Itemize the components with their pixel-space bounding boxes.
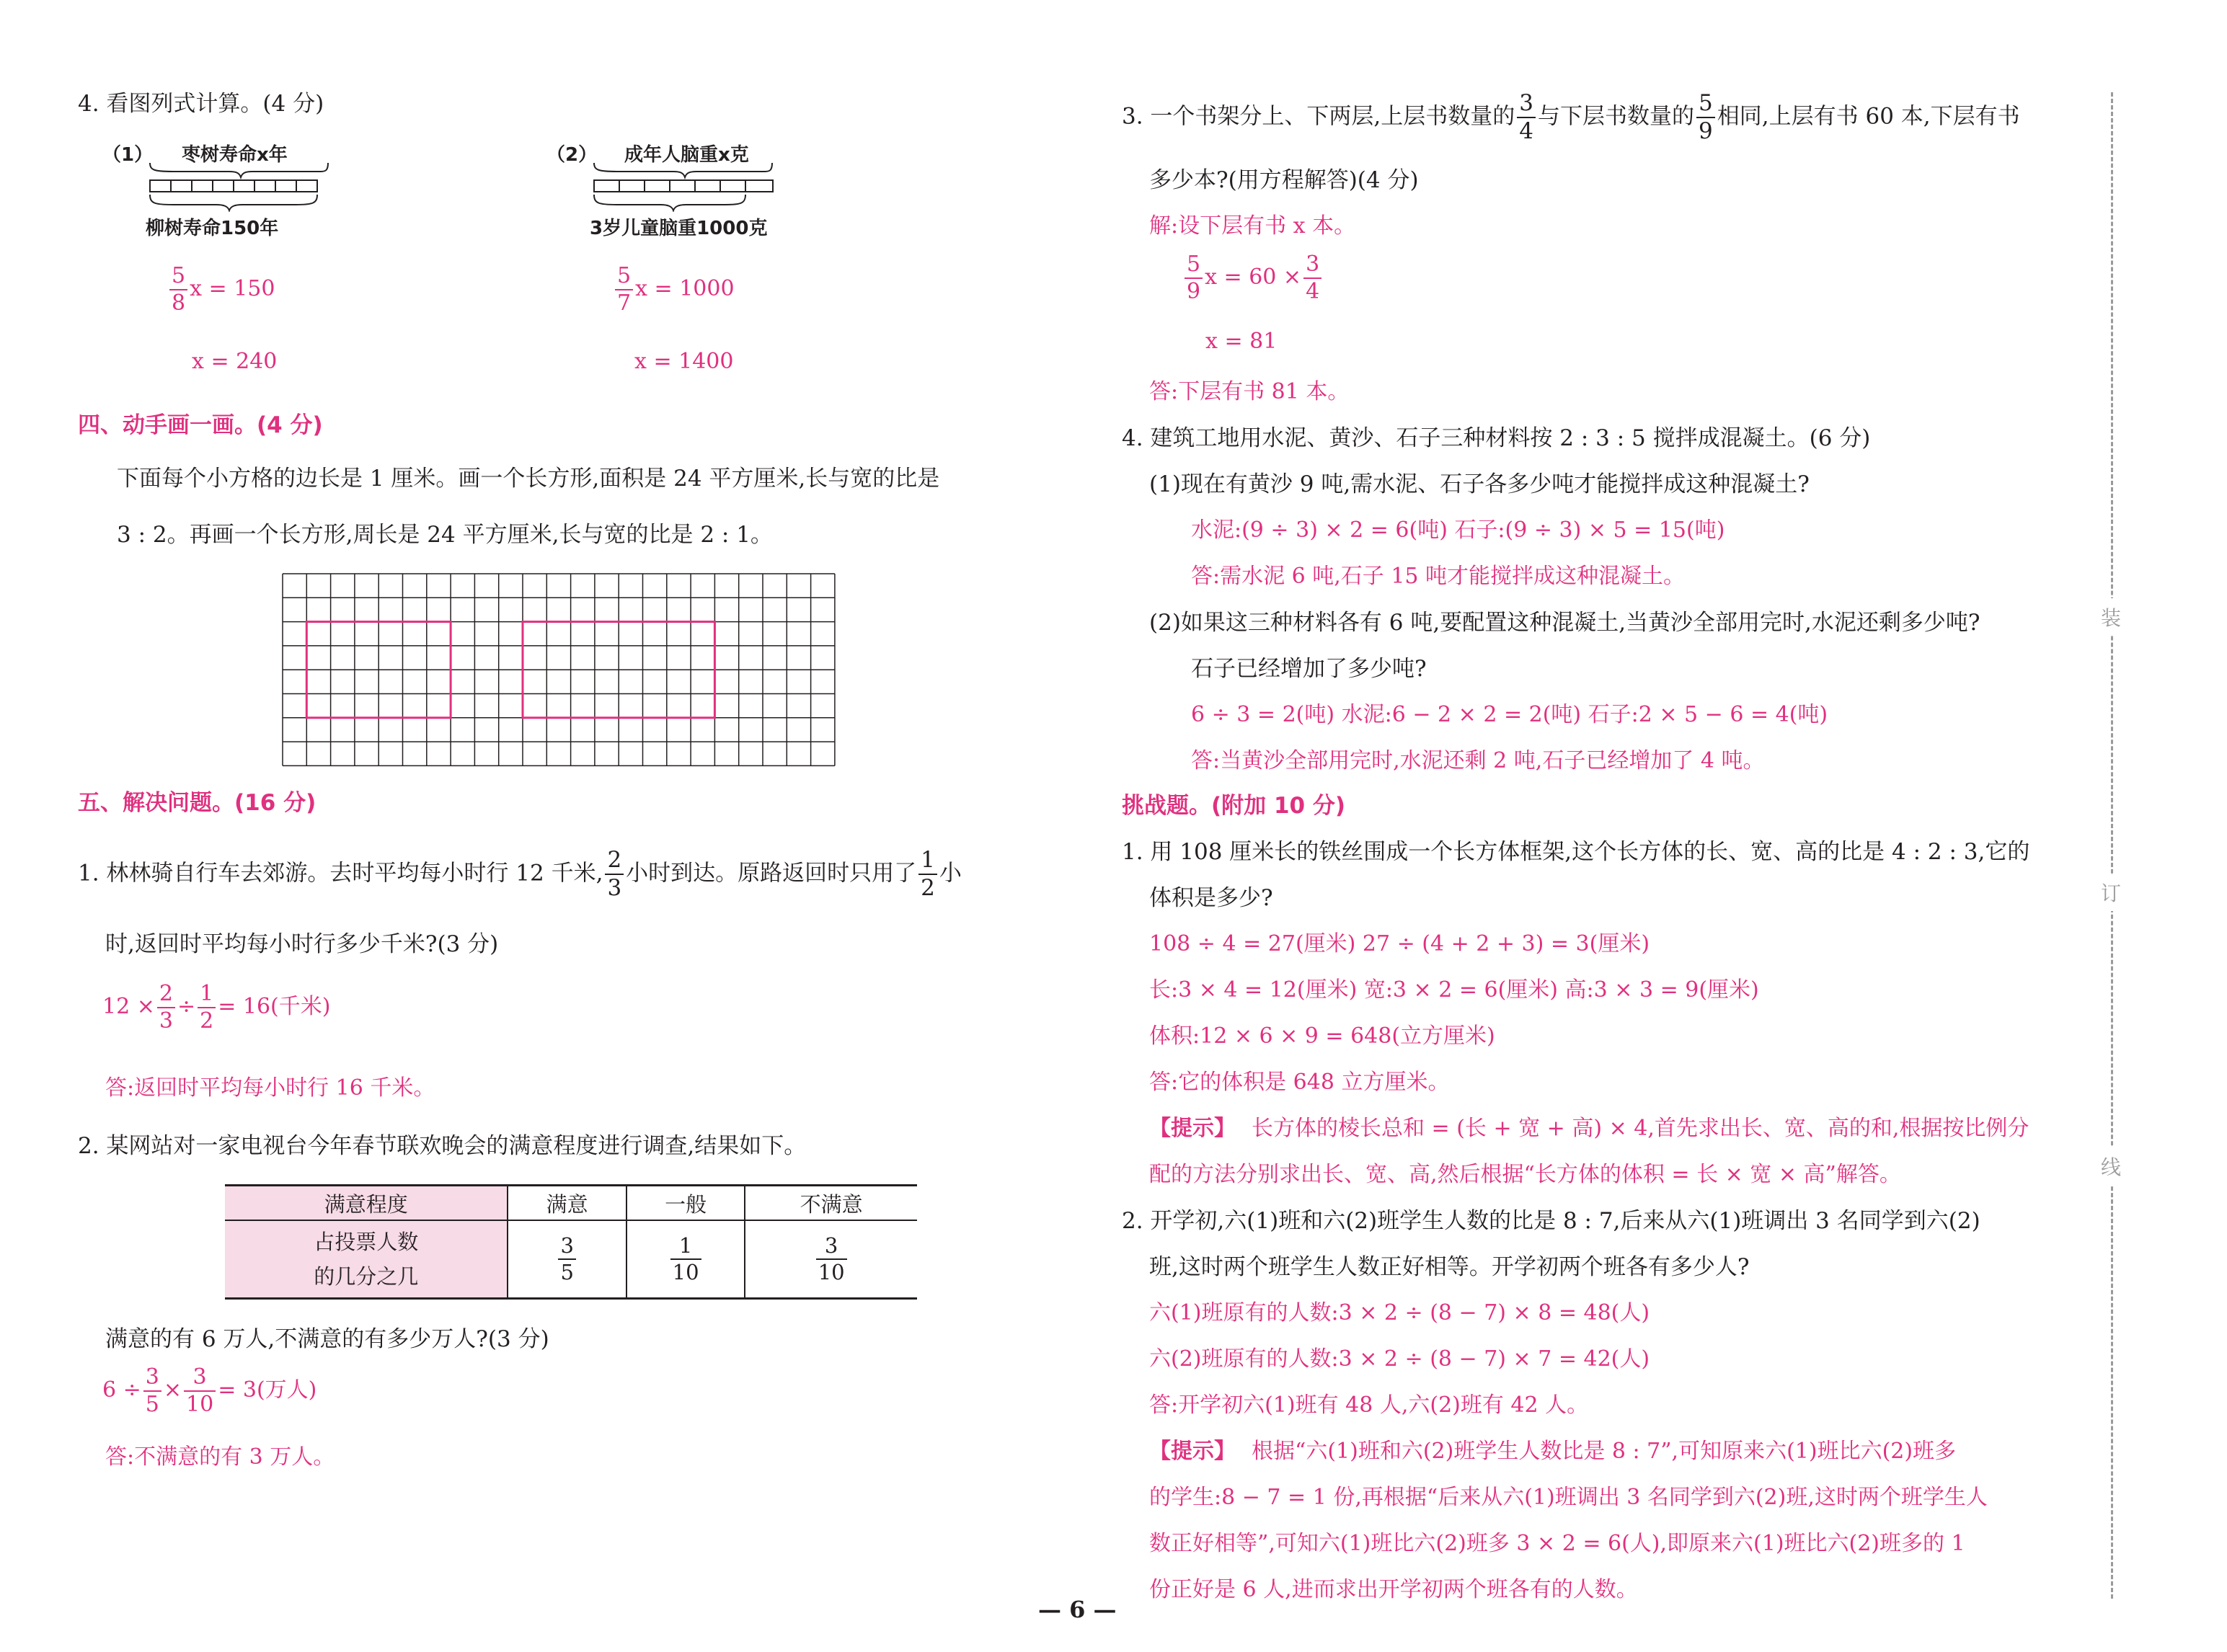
question-3-solution-setup: 解:设下层有书 x 本。	[1149, 213, 1356, 239]
challenge-heading: 挑战题。(附加 10 分)	[1122, 793, 1346, 819]
table-row	[225, 1220, 917, 1299]
challenge-2-solution-2: 六(2)班原有的人数:3 × 2 ÷ (8 − 7) × 7 = 42(人)	[1149, 1346, 1650, 1372]
diagram-1-equation-2: x = 240	[192, 349, 278, 374]
challenge-2-answer: 答:开学初六(1)班有 48 人,六(2)班有 42 人。	[1149, 1393, 1589, 1418]
diagram-1-top-label: 枣树寿命x年	[182, 144, 288, 166]
challenge-2-solution-1: 六(1)班原有的人数:3 × 2 ÷ (8 − 7) × 8 = 48(人)	[1149, 1300, 1650, 1325]
question-4-part-2-answer: 答:当黄沙全部用完时,水泥还剩 2 吨,石子已经增加了 4 吨。	[1191, 748, 1765, 773]
question-3-line-1: 3. 一个书架分上、下两层,上层书数量的 $\frac{3}{4}$ 与下层书数量的 $\frac{5}{9}$ 相同,上层有书 60 本,下层有书	[1122, 90, 2020, 144]
binding-char: 订	[2101, 874, 2121, 911]
section-4-text-line-2: 3 : 2。再画一个长方形,周长是 24 平方厘米,长与宽的比是 2 : 1。	[117, 522, 773, 548]
diagram-1-brace-bars	[144, 161, 339, 212]
question-3-equation-result: x = 81	[1205, 329, 1278, 354]
problem-2-solution: 6 ÷ $\frac{3}{5}$ × $\frac{3}{10}$ = 3(万人)	[102, 1364, 317, 1417]
problem-1-answer: 答:返回时平均每小时行 16 千米。	[105, 1075, 435, 1101]
satisfaction-table	[225, 1184, 917, 1300]
section-5-heading: 五、解决问题。(16 分)	[78, 790, 316, 816]
question-3-line-2: 多少本?(用方程解答)(4 分)	[1149, 167, 1419, 193]
table-header-row	[225, 1186, 917, 1221]
table-cell: $\frac{1}{10}$	[627, 1220, 745, 1299]
diagram-1-equation-1: $\frac{5}{8}$ x = 150	[167, 265, 275, 314]
question-4-title-right: 4. 建筑工地用水泥、黄沙、石子三种材料按 2 : 3 : 5 搅拌成混凝土。(6 分)	[1122, 425, 1871, 451]
section-4-text-line-1: 下面每个小方格的边长是 1 厘米。画一个长方形,面积是 24 平方厘米,长与宽的比是	[117, 466, 940, 492]
question-4-title: 4. 看图列式计算。(4 分)	[78, 91, 324, 117]
drawing-grid	[281, 572, 839, 767]
table-header-cell: 满意程度	[225, 1186, 508, 1221]
challenge-1-tip-line-2: 配的方法分别求出长、宽、高,然后根据“长方体的体积 = 长 × 宽 × 高”解答。	[1149, 1162, 1901, 1187]
challenge-2-tip-line-3: 数正好相等”,可知六(1)班比六(2)班多 3 × 2 = 6(人),即原来六(1)班比六(2)班多的 1	[1149, 1531, 1965, 1556]
challenge-2-tip-line-1: 【提示】 根据“六(1)班和六(2)班学生人数比是 8 : 7”,可知原来六(1)班比六(2)班多	[1149, 1439, 1957, 1464]
challenge-1-tip-line-1: 【提示】 长方体的棱长总和 = (长 + 宽 + 高) × 4,首先求出长、宽、高的和,根据按比例分	[1149, 1116, 2029, 1141]
challenge-2-line-1: 2. 开学初,六(1)班和六(2)班学生人数的比是 8 : 7,后来从六(1)班调出 3 名同学到六(2)	[1122, 1208, 1980, 1234]
question-4-part-2-line-2: 石子已经增加了多少吨?	[1191, 656, 1427, 682]
question-4-part-1: (1)现在有黄沙 9 吨,需水泥、石子各多少吨才能搅拌成这种混凝土?	[1149, 471, 1810, 497]
challenge-1-solution-3: 体积:12 × 6 × 9 = 648(立方厘米)	[1149, 1023, 1495, 1049]
question-4-part-1-answer: 答:需水泥 6 吨,石子 15 吨才能搅拌成这种混凝土。	[1191, 564, 1686, 589]
diagram-2-brace-bars	[588, 161, 783, 212]
challenge-1-line-2: 体积是多少?	[1149, 885, 1273, 911]
question-4-part-2-line-1: (2)如果这三种材料各有 6 吨,要配置这种混凝土,当黄沙全部用完时,水泥还剩多少吨?	[1149, 610, 1980, 636]
table-header-cell: 一般	[627, 1186, 745, 1221]
challenge-1-answer: 答:它的体积是 648 立方厘米。	[1149, 1070, 1450, 1095]
diagram-2-top-label: 成年人脑重x克	[624, 144, 749, 166]
challenge-2-tip-line-2: 的学生:8 − 7 = 1 份,再根据“后来从六(1)班调出 3 名同学到六(2)班,这时两个班学生人	[1149, 1485, 1988, 1510]
problem-1-solution: 12 × $\frac{2}{3}$ ÷ $\frac{1}{2}$ = 16(千米)	[102, 981, 331, 1034]
binding-char: 线	[2101, 1147, 2121, 1185]
table-header-cell: 不满意	[745, 1186, 917, 1221]
diagram-1-label: （1）	[102, 144, 154, 166]
binding-char: 装	[2101, 598, 2121, 636]
question-4-part-1-solution: 水泥:(9 ÷ 3) × 2 = 6(吨) 石子:(9 ÷ 3) × 5 = 15(吨)	[1191, 518, 1725, 543]
diagram-2-label: （2）	[546, 144, 598, 166]
diagram-2-equation-1: $\frac{5}{7}$ x = 1000	[613, 265, 735, 314]
challenge-2-line-2: 班,这时两个班学生人数正好相等。开学初两个班各有多少人?	[1149, 1254, 1750, 1280]
problem-2-title: 2. 某网站对一家电视台今年春节联欢晚会的满意程度进行调查,结果如下。	[78, 1133, 807, 1159]
challenge-1-line-1: 1. 用 108 厘米长的铁丝围成一个长方体框架,这个长方体的长、宽、高的比是 4 : 2 : 3,它的	[1122, 839, 2030, 865]
diagram-2-bottom-label: 3岁儿童脑重1000克	[590, 218, 768, 239]
problem-1-line-2: 时,返回时平均每小时行多少千米?(3 分)	[105, 931, 499, 957]
table-cell: $\frac{3}{5}$	[508, 1220, 626, 1299]
challenge-2-tip-line-4: 份正好是 6 人,进而求出开学初两个班各有的人数。	[1149, 1577, 1638, 1602]
table-header-cell: 满意	[508, 1186, 626, 1221]
question-4-part-2-solution: 6 ÷ 3 = 2(吨) 水泥:6 − 2 × 2 = 2(吨) 石子:2 × 5 − 6 = 4(吨)	[1191, 702, 1828, 727]
challenge-1-solution-2: 长:3 × 4 = 12(厘米) 宽:3 × 2 = 6(厘米) 高:3 × 3 = 9(厘米)	[1149, 977, 1759, 1003]
question-3-equation: $\frac{5}{9}$ x = 60 × $\frac{3}{4}$	[1182, 254, 1324, 303]
table-cell: $\frac{3}{10}$	[745, 1220, 917, 1299]
diagram-1-bottom-label: 柳树寿命150年	[146, 218, 279, 239]
problem-2-question: 满意的有 6 万人,不满意的有多少万人?(3 分)	[105, 1326, 549, 1352]
challenge-1-solution-1: 108 ÷ 4 = 27(厘米) 27 ÷ (4 + 2 + 3) = 3(厘米)	[1149, 931, 1650, 956]
page-number: — 6 —	[1038, 1596, 1117, 1623]
table-row-label: 占投票人数 的几分之几	[225, 1220, 508, 1299]
section-4-heading: 四、动手画一画。(4 分)	[78, 412, 323, 438]
problem-2-answer: 答:不满意的有 3 万人。	[105, 1444, 335, 1470]
binding-margin-line	[2111, 92, 2113, 1599]
diagram-2-equation-2: x = 1400	[634, 349, 734, 374]
problem-1-line-1: 1. 林林骑自行车去郊游。去时平均每小时行 12 千米, $\frac{2}{3}$ 小时到达。原路返回时只用了 $\frac{1}{2}$ 小	[78, 847, 962, 901]
question-3-answer: 答:下层有书 81 本。	[1149, 379, 1350, 404]
